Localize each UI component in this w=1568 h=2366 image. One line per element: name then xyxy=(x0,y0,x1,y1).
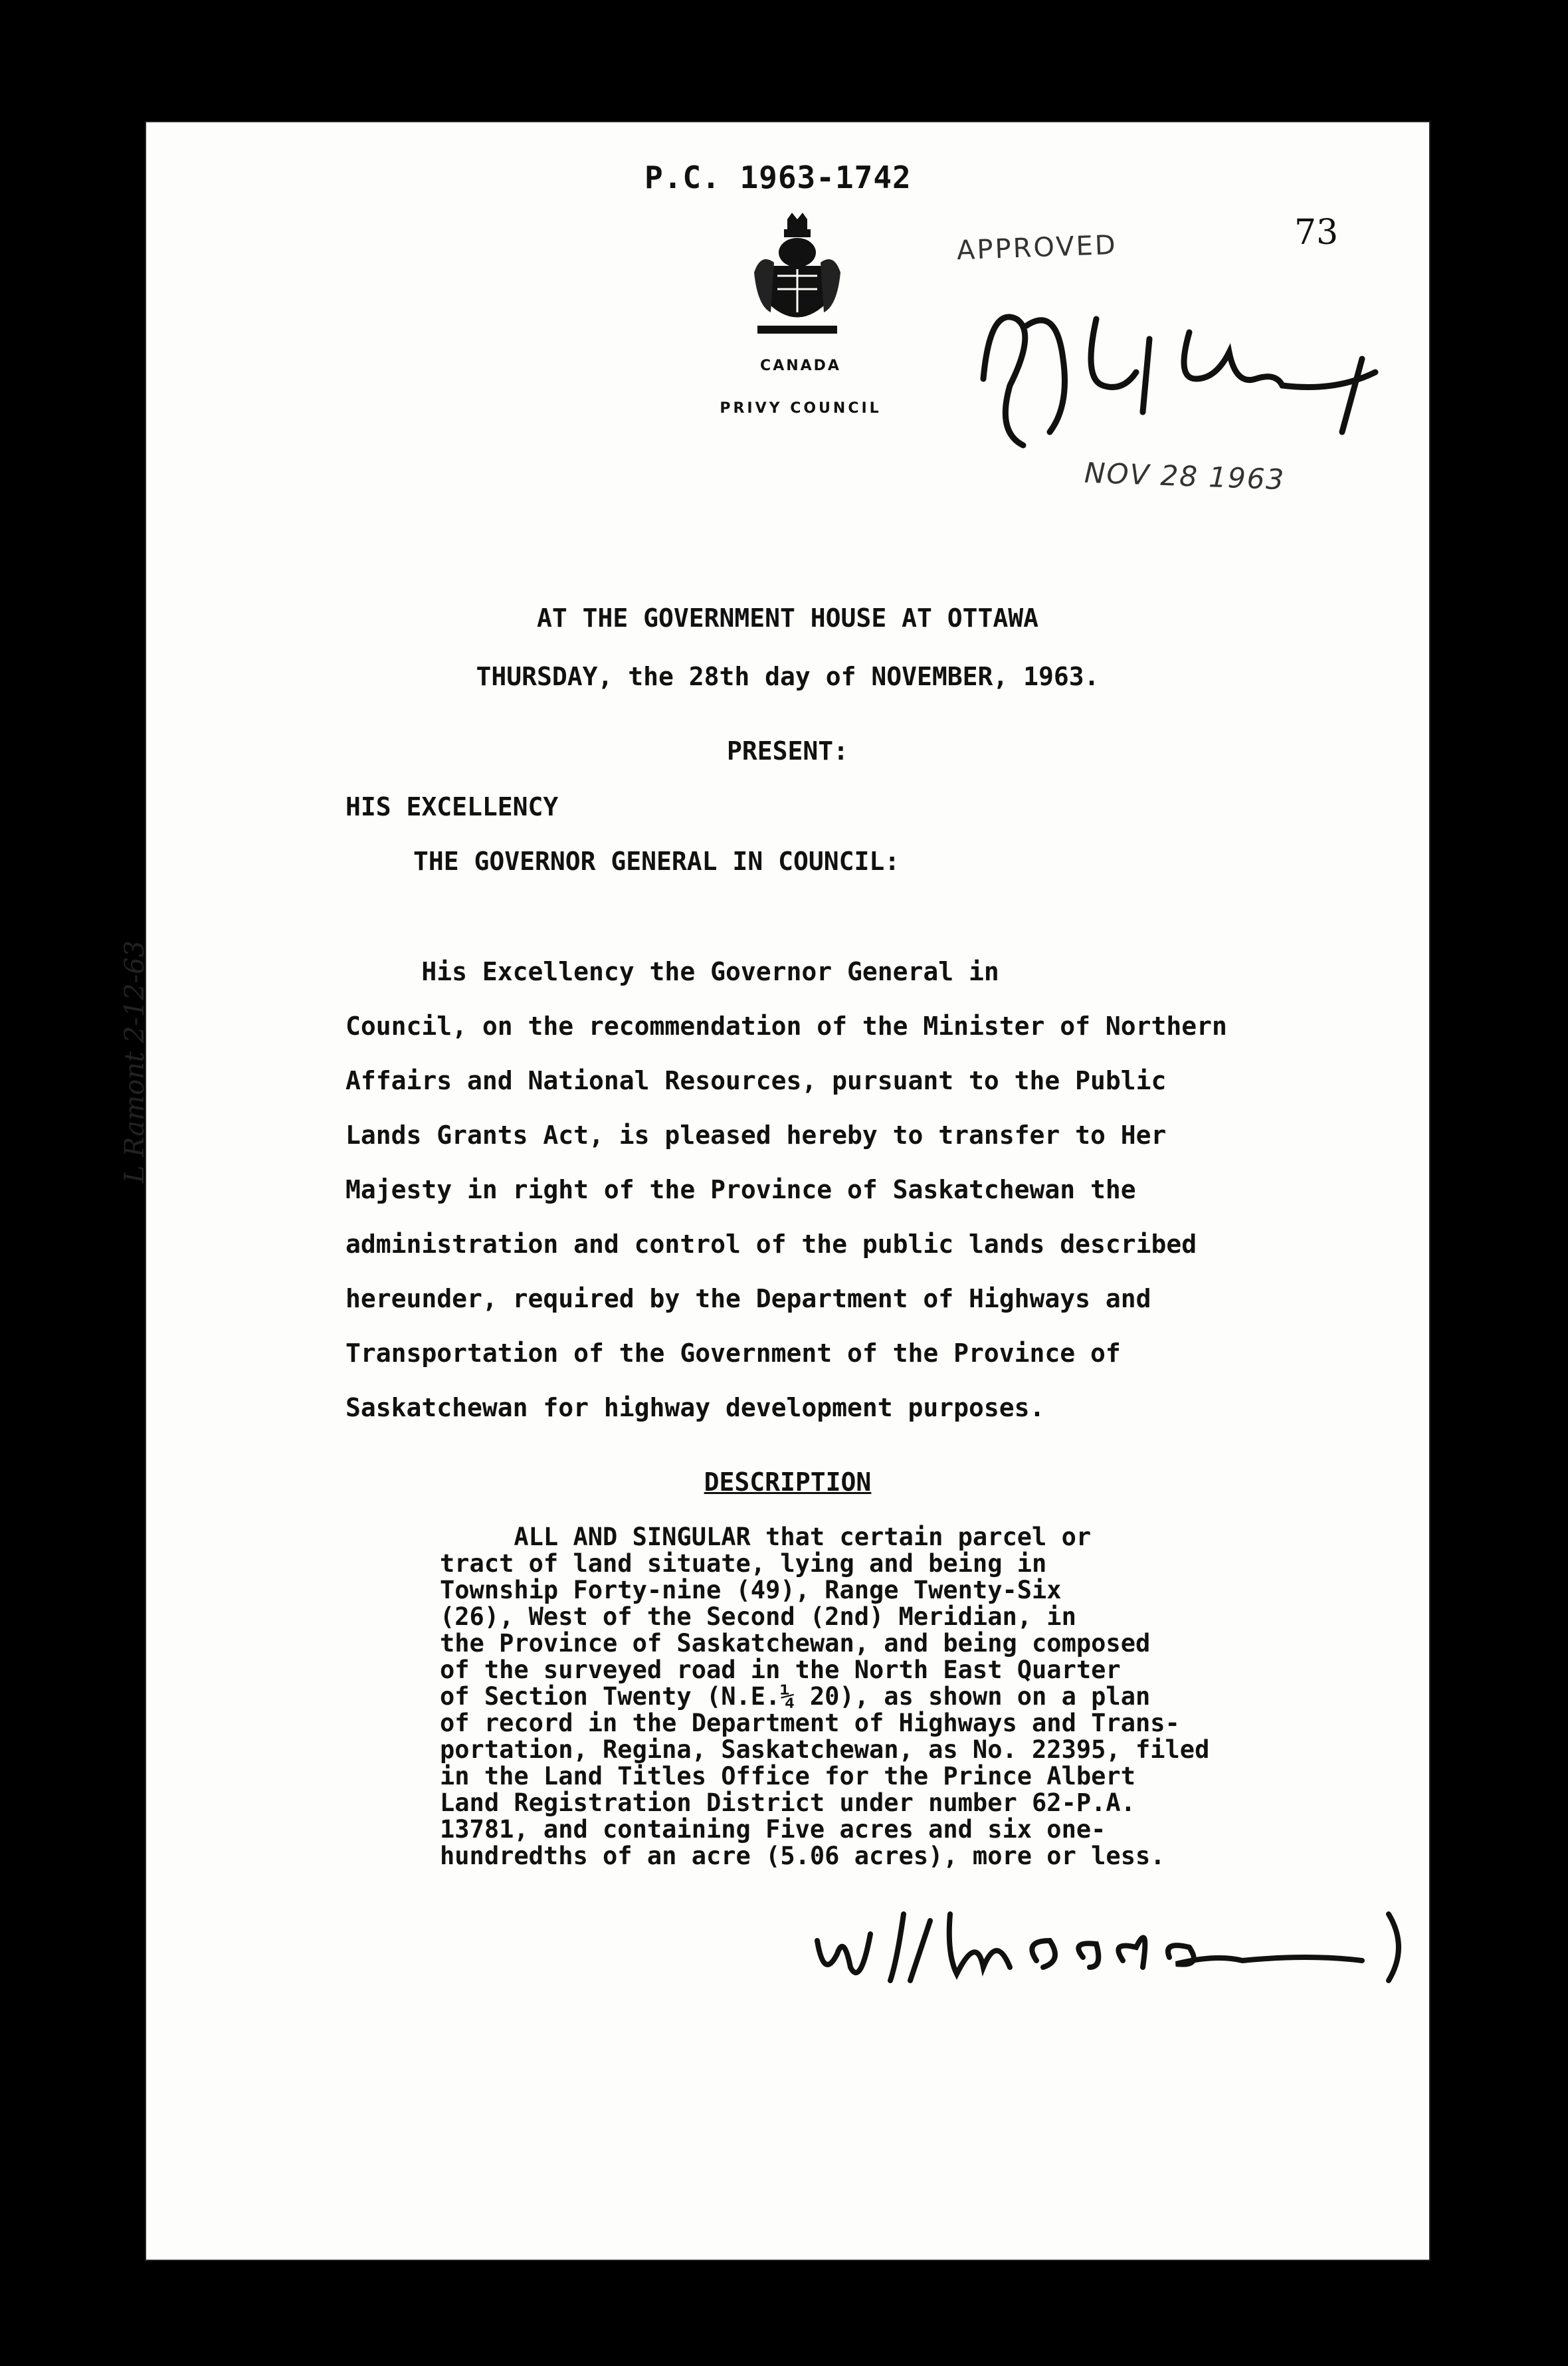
closing-signature xyxy=(804,1894,1428,1994)
order-number: P.C. 1963-1742 xyxy=(644,160,912,195)
description-line: (26), West of the Second (2nd) Meridian, in xyxy=(440,1602,1076,1631)
body-line: Majesty in right of the Province of Saskatchewan the xyxy=(345,1175,1136,1204)
crest-caption-privy-council: PRIVY COUNCIL xyxy=(720,400,882,417)
present-heading: PRESENT: xyxy=(726,736,849,766)
approval-signature xyxy=(963,279,1402,459)
council-line: THE GOVERNOR GENERAL IN COUNCIL: xyxy=(413,847,900,876)
description-line: portation, Regina, Saskatchewan, as No. 22395, filed xyxy=(440,1735,1210,1764)
body-line: administration and control of the public lands described xyxy=(345,1230,1197,1259)
meeting-date: THURSDAY, the 28th day of NOVEMBER, 1963. xyxy=(476,662,1100,691)
margin-annotation: L Ramont 2-12-63 xyxy=(120,940,150,1183)
description-line: of Section Twenty (N.E.¼ 20), as shown on a plan xyxy=(440,1682,1151,1711)
description-heading: DESCRIPTION xyxy=(704,1467,872,1497)
body-line: Council, on the recommendation of the Minister of Northern xyxy=(345,1012,1227,1041)
description-line: ALL AND SINGULAR that certain parcel or xyxy=(440,1523,1092,1551)
page-number: 73 xyxy=(1294,213,1339,253)
coat-of-arms-icon xyxy=(751,213,844,339)
body-line: Saskatchewan for highway development purposes. xyxy=(345,1393,1045,1422)
description-line: Land Registration District under number 62-P.A. xyxy=(440,1788,1135,1817)
description-line: hundredths of an acre (5.06 acres), more or less. xyxy=(440,1842,1165,1870)
body-line: His Excellency the Governor General in xyxy=(345,957,999,986)
date-stamp: NOV 28 1963 xyxy=(1084,456,1286,496)
approved-stamp: APPROVED xyxy=(956,229,1118,267)
meeting-venue: AT THE GOVERNMENT HOUSE AT OTTAWA xyxy=(537,603,1038,633)
description-line: in the Land Titles Office for the Prince Albert xyxy=(440,1762,1135,1790)
body-line: hereunder, required by the Department of Highways and xyxy=(345,1284,1151,1313)
description-line: 13781, and containing Five acres and six one- xyxy=(440,1815,1106,1844)
excellency-line: HIS EXCELLENCY xyxy=(345,792,559,821)
description-line: of the surveyed road in the North East Quarter xyxy=(440,1656,1121,1684)
body-line: Lands Grants Act, is pleased hereby to transfer to Her xyxy=(345,1121,1167,1150)
description-line: Township Forty-nine (49), Range Twenty-Six xyxy=(440,1576,1062,1604)
description-line: tract of land situate, lying and being in xyxy=(440,1549,1047,1578)
description-line: of record in the Department of Highways and Trans- xyxy=(440,1709,1180,1737)
body-line: Affairs and National Resources, pursuant to the Public xyxy=(345,1066,1167,1095)
description-line: the Province of Saskatchewan, and being composed xyxy=(440,1629,1151,1658)
crest-caption-canada: CANADA xyxy=(760,358,841,374)
body-line: Transportation of the Government of the Province of xyxy=(345,1339,1121,1368)
